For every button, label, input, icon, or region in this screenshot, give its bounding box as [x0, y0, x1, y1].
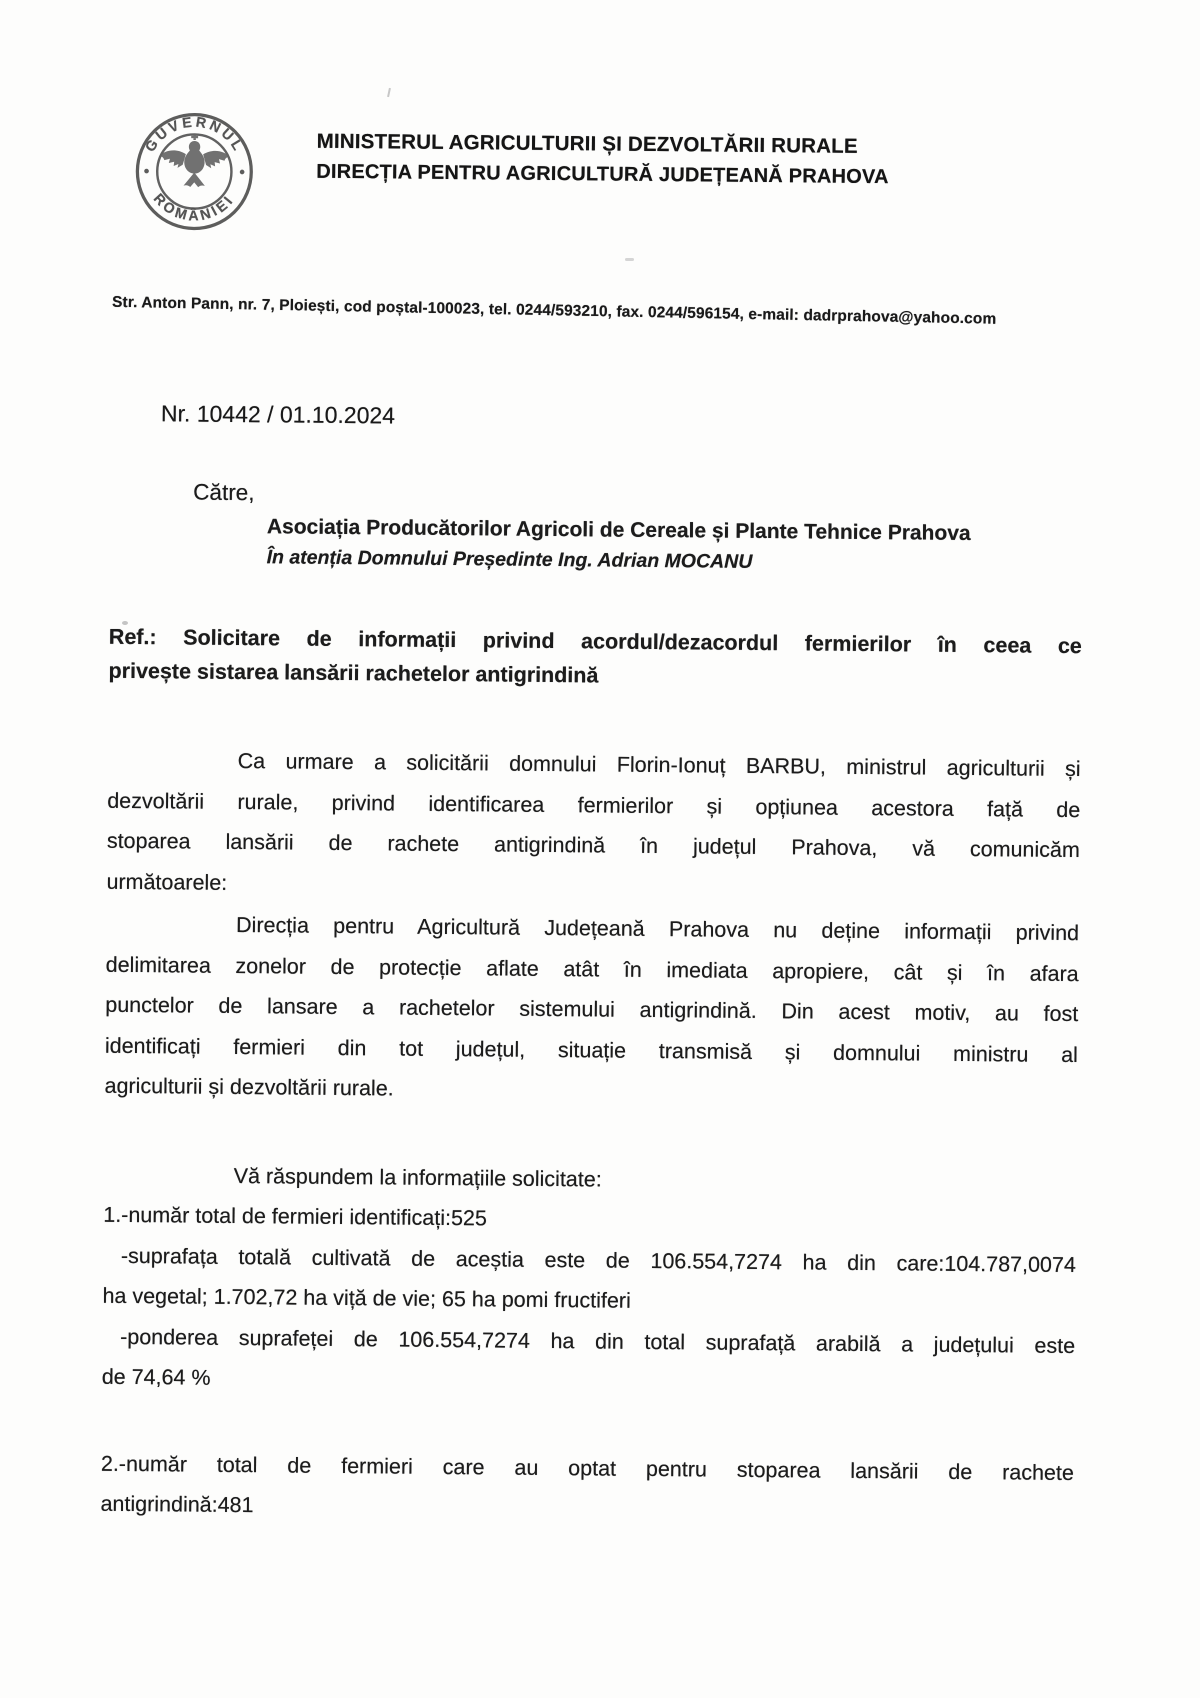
text-line: următoarele:: [106, 869, 228, 895]
text-line: 1.-număr total de fermieri identificați:525: [103, 1202, 488, 1231]
seal-bottom-text: ROMÂNIEI: [149, 190, 239, 225]
letterhead: [113, 110, 1087, 241]
text-line: delimitarea zonelor de protecție aflate atât în imediata apropiere, cât și în afara: [105, 952, 1079, 986]
text-line: 2.-număr total de fermieri care au optat pentru stoparea lansării de rachete: [100, 1451, 1074, 1485]
answer-item-1: [102, 1195, 1077, 1407]
text-line: Direcția pentru Agricultură Județeană Prahova nu deține informații privind: [235, 912, 1080, 946]
subject-reference: [108, 620, 1082, 697]
recipient-block: [109, 476, 1083, 580]
seal-right-dot: [240, 170, 245, 175]
seal-left-dot: [144, 169, 149, 174]
text-line: ha vegetal; 1.702,72 ha viță de vie; 65 ha pomi fructiferi: [102, 1283, 631, 1313]
text-line: dezvoltării rurale, privind identificarea fermierilor și opțiunea acestora față de: [107, 788, 1081, 822]
text-line: -ponderea suprafeței de 106.554,7274 ha din total suprafață arabilă a județului este: [120, 1324, 1076, 1358]
coat-of-arms-eagle-icon: [160, 134, 230, 188]
ministry-title-block: [316, 126, 889, 193]
contact-address-line: Str. Anton Pann, nr. 7, Ploiești, cod poștal-100023, tel. 0244/593210, fax. 0244/596154, e-mail: dadrprahova@yahoo.com: [111, 293, 997, 328]
text-line: -suprafața totală cultivată de aceștia este de 106.554,7274 ha din care:104.787,0074: [120, 1243, 1076, 1277]
text-line: identificați fermieri din tot județul, situație transmisă și domnului ministru al: [104, 1033, 1079, 1067]
body-paragraph-1: [106, 740, 1081, 911]
text-line: de 74,64 %: [101, 1364, 211, 1390]
text-line: agriculturii și dezvoltării rurale.: [104, 1073, 394, 1101]
text-line: antigrindină:481: [100, 1491, 254, 1518]
government-of-romania-seal-icon: [128, 110, 261, 233]
text-line: Ref.: Solicitare de informații privind acordul/dezacordul fermierilor în ceea ce: [108, 624, 1082, 659]
ministry-name: MINISTERUL AGRICULTURII ȘI DEZVOLTĂRII RURALE: [316, 129, 858, 158]
registration-number: Nr. 10442 / 01.10.2024: [160, 400, 396, 429]
recipient-organization: Asociația Producătorilor Agricoli de Cereale și Plante Tehnice Prahova: [266, 515, 971, 546]
text-line: privește sistarea lansării rachetelor antigrindină: [108, 658, 599, 688]
seal-top-text: GUVERNUL: [142, 114, 247, 156]
body-paragraph-2: [104, 904, 1079, 1116]
text-line: Vă răspundem la informațiile solicitate:: [233, 1163, 602, 1191]
text-line: Ca urmare a solicitării domnului Florin-Ionuț BARBU, ministrul agriculturii și: [237, 748, 1081, 782]
directorate-name: DIRECȚIA PENTRU AGRICULTURĂ JUDEȚEANĂ PRAHOVA: [316, 160, 889, 189]
recipient-salutation: Către,: [193, 479, 255, 506]
recipient-attention-line: În atenția Domnului Președinte Ing. Adrian MOCANU: [266, 546, 753, 573]
text-line: punctelor de lansare a rachetelor sistemului antigrindină. Din acest motiv, au fost: [105, 992, 1079, 1027]
answer-item-2: [100, 1443, 1074, 1533]
text-line: stoparea lansării de rachete antigrindină în județul Prahova, vă comunicăm: [106, 828, 1080, 863]
